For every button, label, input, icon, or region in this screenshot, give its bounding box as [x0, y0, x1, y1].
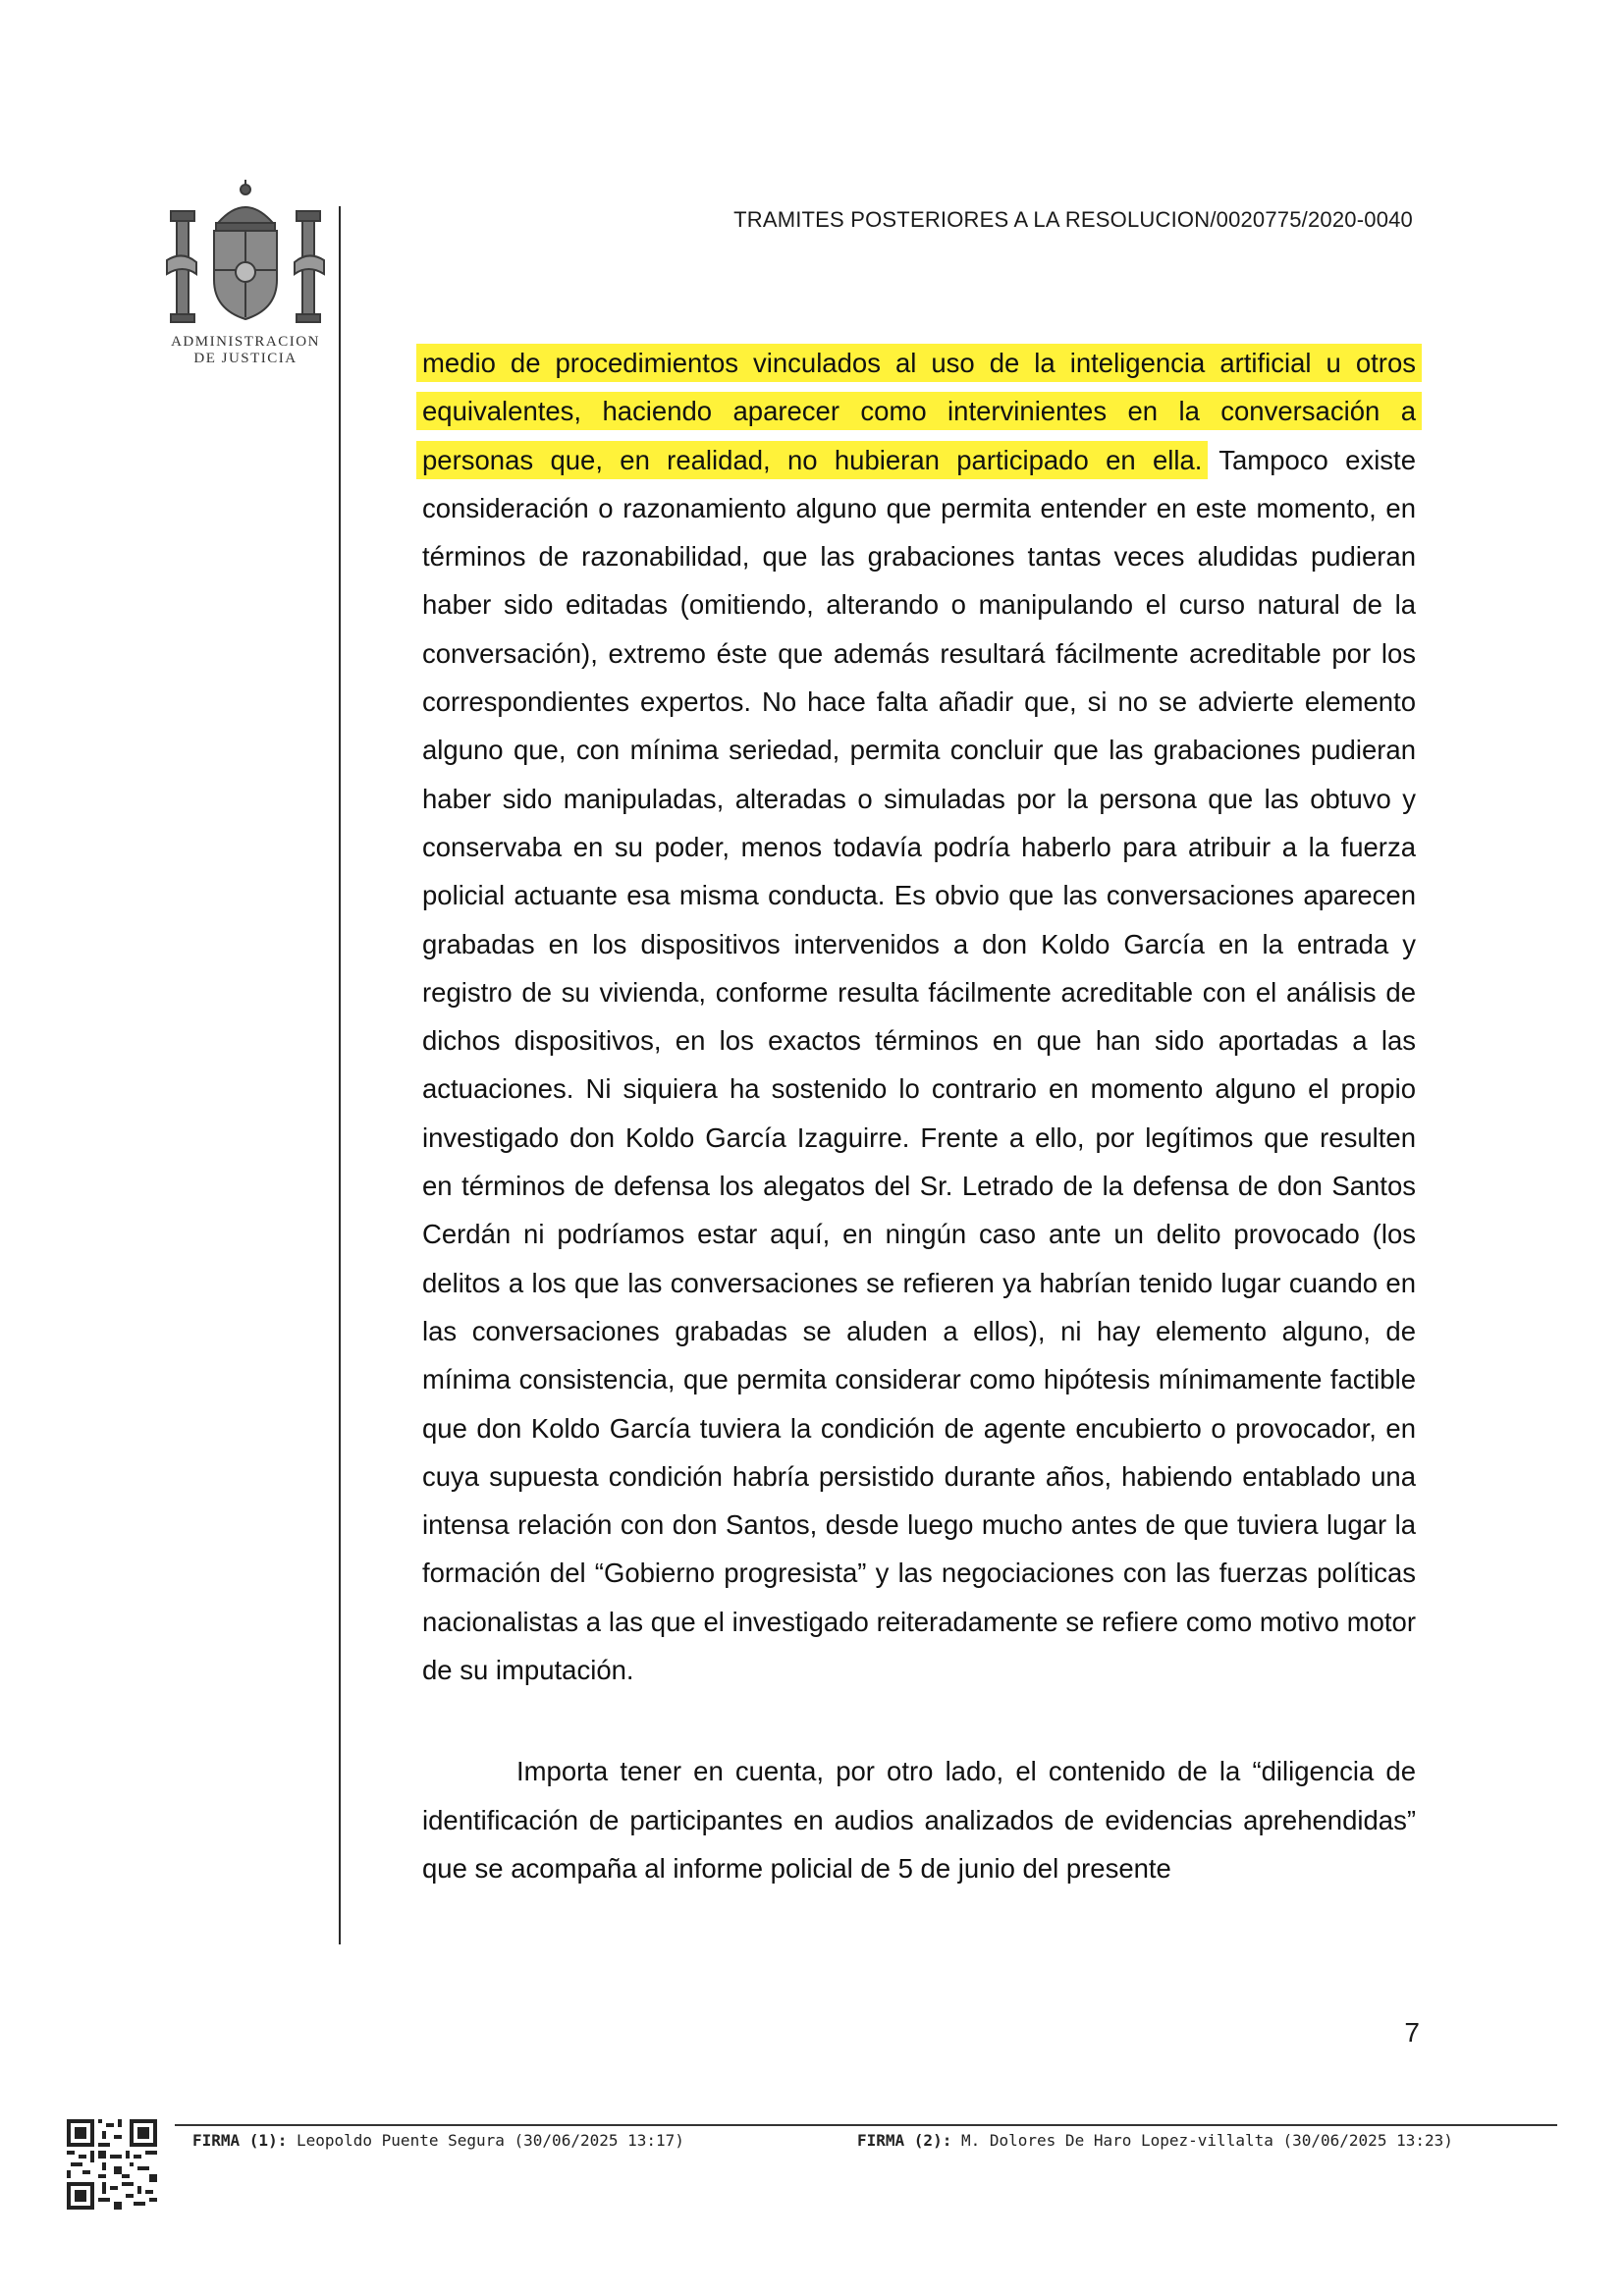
logo-caption: [147, 334, 344, 367]
logo-caption-line-1: ADMINISTRACION: [171, 334, 320, 350]
signature-2-value: M. Dolores De Haro Lopez-villalta (30/06/2025 13:23): [960, 2131, 1453, 2150]
document-reference-header: TRAMITES POSTERIORES A LA RESOLUCION/0020775/2020-0040: [733, 207, 1413, 232]
paragraph-1: [422, 339, 1416, 1694]
logo-caption-line-2: DE JUSTICIA: [193, 351, 298, 366]
footer-divider: [175, 2124, 1557, 2126]
signature-1: [192, 2131, 684, 2150]
signature-2-label: FIRMA (2):: [857, 2131, 952, 2150]
page-number: 7: [1404, 2017, 1420, 2048]
paragraph-2: Importa tener en cuenta, por otro lado, el contenido de la “diligencia de identificación de participantes en audios analizados de evidencias aprehendidas” que se acompaña al informe policial de 5 de junio del presente: [422, 1756, 1416, 1884]
paragraph-1-text: Tampoco existe consideración o razonamiento alguno que permita entender en este momento, en términos de razonabilidad, que las grabaciones tantas veces aludidas pudieran haber sido editadas (omitiendo, alterando o manipulando el curso natural de la conversación), extremo éste que además resultará fácilmente acreditable por los correspondientes expertos. No hace falta añadir que, si no se advierte elemento alguno que, con mínima seriedad, permita concluir que las grabaciones pudieran haber sido manipuladas, alteradas o simuladas por la persona que las obtuvo y conservaba en su poder, menos todavía podría haberlo para atribuir a la fuerza policial actuante esa misma conducta. Es obvio que las conversaciones aparecen grabadas en los dispositivos intervenidos a don Koldo García en la entrada y registro de su vivienda, conforme resulta fácilmente acreditable con el análisis de dichos dispositivos, en los exactos términos en que han sido aportadas a las actuaciones. Ni siquiera ha sostenido lo contrario en momento alguno el propio investigado don Koldo García Izaguirre. Frente a ello, por legítimos que resulten en términos de defensa los alegatos del Sr. Letrado de la defensa de don Santos Cerdán ni podríamos estar aquí, en ningún caso ante un delito provocado (los delitos a los que las conversaciones se refieren ya habrían tenido lugar cuando en las conversaciones grabadas se aluden a ellos), ni hay elemento alguno, de mínima consistencia, que permita considerar como hipótesis mínimamente factible que don Koldo García tuviera la condición de agente encubierto o provocador, en cuya supuesta condición habría persistido durante años, habiendo entablado una intensa relación con don Santos, desde luego mucho antes de que tuviera lugar la formación del “Gobierno progresista” y las negociaciones con las fuerzas políticas nacionalistas a las que el investigado reiteradamente se refiere como motivo motor de su imputación.: [422, 444, 1416, 1686]
signature-1-label: FIRMA (1):: [192, 2131, 288, 2150]
document-body: [422, 339, 1416, 1892]
margin-divider: [339, 206, 341, 1944]
coat-of-arms-logo: [157, 172, 334, 329]
qr-code-icon: [67, 2119, 157, 2210]
signature-1-value: Leopoldo Puente Segura (30/06/2025 13:17): [296, 2131, 684, 2150]
signature-2: [857, 2131, 1453, 2150]
highlighted-passage: medio de procedimientos vinculados al uso de la inteligencia artificial u otros equivalentes, haciendo aparecer como intervinientes en la conversación a personas que, en realidad, no hubieran participado en ella.: [416, 348, 1422, 475]
